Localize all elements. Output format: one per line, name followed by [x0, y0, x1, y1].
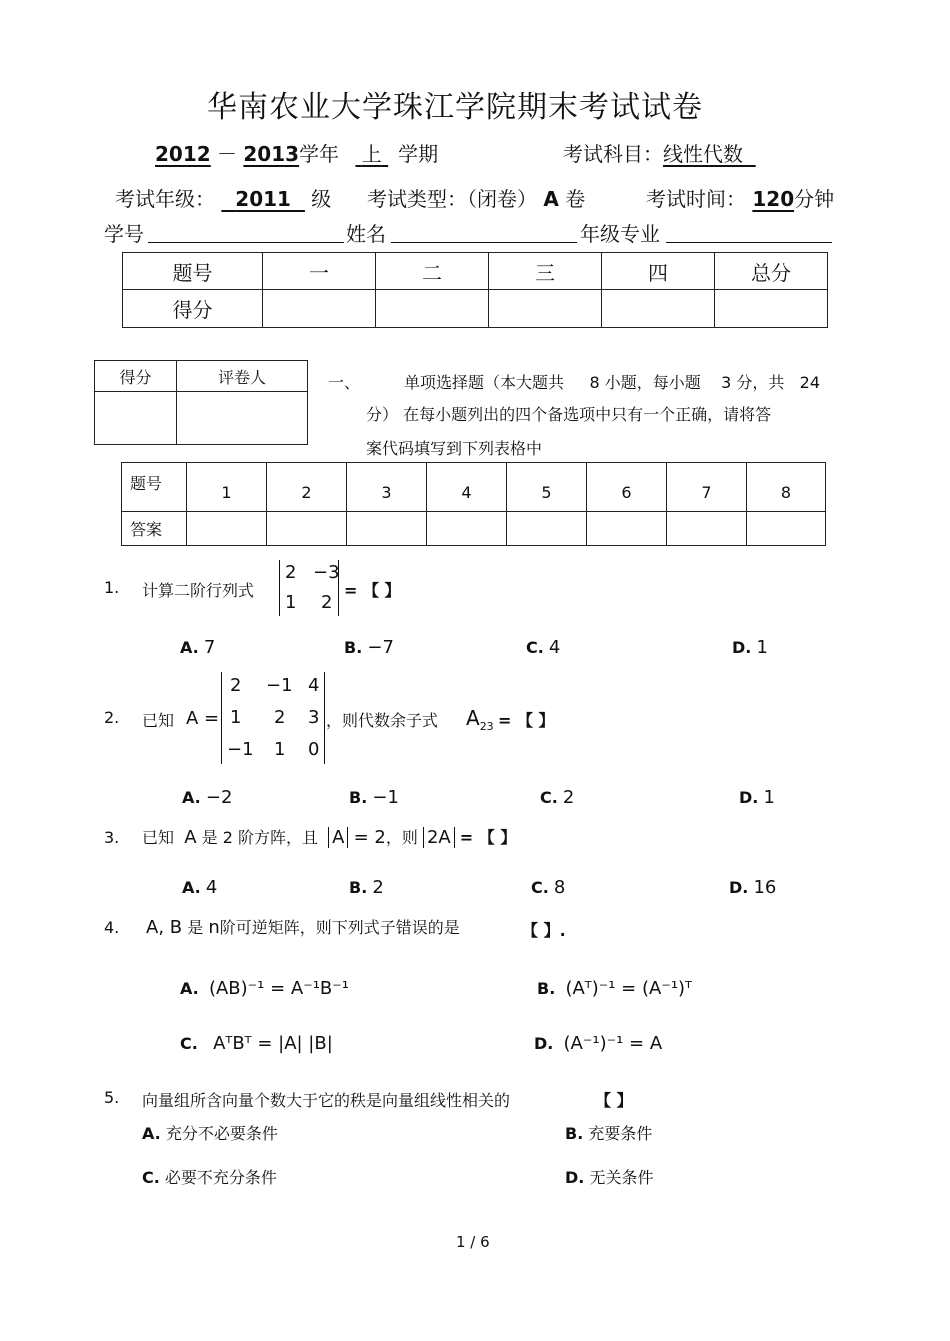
time-label: 考试时间：: [646, 187, 746, 211]
answer-number: 4: [427, 463, 507, 512]
score-cell[interactable]: [376, 290, 489, 328]
answer-number: 1: [187, 463, 267, 512]
q5-option-d[interactable]: D. 无关条件: [565, 1168, 654, 1187]
q2-m12: −1: [266, 675, 293, 696]
q2-mid-text: ，则代数余子式: [326, 711, 439, 730]
q5-text: 向量组所含向量个数大于它的秩是向量组线性相关的: [142, 1091, 511, 1110]
q3-line: 已知 A 是 2 阶方阵，且 A = 2，则 2A = 【 】: [142, 827, 517, 848]
score-header-cell: 总分: [715, 253, 828, 290]
q5-answer-bracket: 【 】: [595, 1091, 633, 1110]
type-label: 考试类型：（闭卷）: [367, 187, 537, 211]
score-row-label: 得分: [123, 290, 263, 328]
q1-text: 计算二阶行列式: [142, 581, 255, 600]
question-count: 8: [589, 373, 600, 392]
q2-option-a[interactable]: A. −2: [182, 787, 233, 808]
q2-m11: 2: [230, 675, 242, 696]
q1-m22: 2: [321, 592, 333, 613]
grader-score-cell[interactable]: [95, 392, 177, 445]
q2-text: 已知: [142, 711, 175, 730]
q2-m31: −1: [227, 739, 254, 760]
q3-number: 3.: [104, 828, 120, 847]
major-label: 年级专业: [580, 222, 660, 246]
year-start: 2012: [155, 142, 211, 166]
answer-row1-label: 题号: [122, 463, 187, 512]
year-label: 学年: [299, 142, 340, 166]
time-suffix: 分钟: [794, 187, 835, 211]
answer-number-row: [122, 463, 826, 512]
section-instruction-line2: 分） 在每小题列出的四个备选项中只有一个正确，请将答: [366, 405, 772, 424]
answer-cell[interactable]: [587, 512, 667, 546]
q4-option-b[interactable]: B. (Aᵀ)⁻¹ = (A⁻¹)ᵀ: [537, 978, 692, 999]
name-field[interactable]: [391, 242, 577, 243]
q1-determinant: [279, 560, 339, 616]
q4-vars: A, B: [146, 917, 183, 938]
student-no-label: 学号: [104, 222, 144, 246]
time-value: 120: [752, 187, 795, 211]
semester-value: 上: [361, 142, 382, 166]
q2-option-b[interactable]: B. −1: [349, 787, 399, 808]
score-header-cell: 四: [602, 253, 715, 290]
q5-number: 5.: [104, 1088, 120, 1107]
q2-lhs: A =: [186, 708, 220, 729]
q2-answer-bracket: = 【 】: [498, 711, 555, 730]
q4-option-c[interactable]: C. AᵀBᵀ = |A| |B|: [180, 1033, 333, 1054]
exam-time: [646, 183, 834, 212]
answer-number: 8: [747, 463, 826, 512]
grader-name-label: 评卷人: [177, 361, 308, 392]
grade-value: 2011: [235, 187, 291, 211]
q1-number: 1.: [104, 578, 120, 597]
q4-n: n: [208, 917, 220, 938]
type-letter: A: [543, 187, 559, 211]
q3-det-2a: 2A: [423, 827, 455, 848]
q2-m32: 1: [274, 739, 286, 760]
q4-number: 4.: [104, 918, 120, 937]
q2-m33: 0: [308, 739, 320, 760]
answer-cell[interactable]: [347, 512, 427, 546]
q1-option-d[interactable]: D. 1: [732, 637, 768, 658]
section-instruction-line3: 案代码填写到下列表格中: [366, 439, 543, 458]
q2-determinant: [221, 672, 325, 764]
score-cell[interactable]: [263, 290, 376, 328]
subject-line: [563, 138, 756, 167]
q3-option-d[interactable]: D. 16: [729, 877, 777, 898]
answer-cell[interactable]: [667, 512, 747, 546]
answer-number: 2: [267, 463, 347, 512]
q2-number: 2.: [104, 708, 120, 727]
exam-title: 华南农业大学珠江学院期末考试试卷: [207, 90, 703, 125]
q4-answer-bracket: 【 】.: [522, 921, 566, 940]
q4-option-d[interactable]: D. (A⁻¹)⁻¹ = A: [534, 1033, 663, 1054]
q1-option-a[interactable]: A. 7: [180, 637, 216, 658]
answer-cell[interactable]: [267, 512, 347, 546]
grader-score-label: 得分: [95, 361, 177, 392]
score-header-cell: 题号: [123, 253, 263, 290]
q5-option-a[interactable]: A. 充分不必要条件: [142, 1124, 278, 1143]
score-table-header-row: [123, 253, 828, 290]
major-field[interactable]: [666, 242, 832, 243]
answer-cell[interactable]: [747, 512, 826, 546]
q1-m11: 2: [285, 562, 297, 583]
subject-label: 考试科目：: [563, 142, 663, 166]
q2-m23: 3: [308, 707, 320, 728]
q3-det-a: A: [328, 827, 348, 848]
points-total: 24: [799, 373, 821, 392]
q2-m21: 1: [230, 707, 242, 728]
school-year-line: [155, 138, 438, 167]
section-number: 一、: [328, 373, 361, 392]
q1-m12: −3: [313, 562, 340, 583]
type-suffix: 卷: [565, 187, 586, 211]
q2-m22: 2: [274, 707, 286, 728]
q3-var: A: [184, 827, 197, 848]
q1-answer-bracket: = 【 】: [344, 581, 401, 600]
page-number: 1 / 6: [456, 1233, 490, 1251]
grade-label: 考试年级：: [115, 187, 215, 211]
answer-number: 6: [587, 463, 667, 512]
grade-suffix: 级: [311, 187, 332, 211]
q2-m13: 4: [308, 675, 320, 696]
q3-option-b[interactable]: B. 2: [349, 877, 384, 898]
points-each: 3: [721, 373, 732, 392]
q1-m21: 1: [285, 592, 297, 613]
subject-value: 线性代数: [663, 142, 743, 166]
q4-line: A, B 是 n阶可逆矩阵，则下列式子错误的是: [146, 917, 460, 938]
score-table-score-row: [123, 290, 828, 328]
q5-option-b[interactable]: B. 充要条件: [565, 1124, 653, 1143]
section-instruction-line1: 单项选择题（本大题共 8 小题，每小题 3 分，共 24: [404, 373, 821, 392]
q1-option-b[interactable]: B. −7: [344, 637, 394, 658]
grade-line: [115, 183, 331, 212]
score-header-cell: 一: [263, 253, 376, 290]
score-table: [122, 252, 828, 328]
q5-option-c[interactable]: C. 必要不充分条件: [142, 1168, 277, 1187]
grader-name-cell[interactable]: [177, 392, 308, 445]
answer-fill-row: [122, 512, 826, 546]
answer-cell[interactable]: [507, 512, 587, 546]
score-header-cell: 三: [489, 253, 602, 290]
score-cell[interactable]: [602, 290, 715, 328]
exam-type: [367, 183, 585, 212]
answer-row2-label: 答案: [122, 512, 187, 546]
score-cell[interactable]: [715, 290, 828, 328]
answer-number: 5: [507, 463, 587, 512]
score-cell[interactable]: [489, 290, 602, 328]
answer-cell[interactable]: [187, 512, 267, 546]
q2-option-c[interactable]: C. 2: [540, 787, 575, 808]
score-header-cell: 二: [376, 253, 489, 290]
answer-table: [121, 462, 826, 546]
name-label: 姓名: [346, 222, 386, 246]
answer-number: 7: [667, 463, 747, 512]
q3-option-c[interactable]: C. 8: [531, 877, 566, 898]
semester-label: 学期: [398, 142, 439, 166]
answer-number: 3: [347, 463, 427, 512]
q1-option-c[interactable]: C. 4: [526, 637, 561, 658]
q4-option-a[interactable]: A. (AB)⁻¹ = A⁻¹B⁻¹: [180, 978, 349, 999]
q3-option-a[interactable]: A. 4: [182, 877, 218, 898]
year-end: 2013: [243, 142, 300, 166]
q3-answer-bracket: = 【 】: [459, 828, 517, 847]
year-dash: －: [217, 142, 238, 166]
q2-cofactor: $A_{23}$: [466, 706, 494, 733]
answer-cell[interactable]: [427, 512, 507, 546]
student-no-field[interactable]: [148, 242, 344, 243]
q2-option-d[interactable]: D. 1: [739, 787, 775, 808]
grader-box: [94, 360, 308, 445]
